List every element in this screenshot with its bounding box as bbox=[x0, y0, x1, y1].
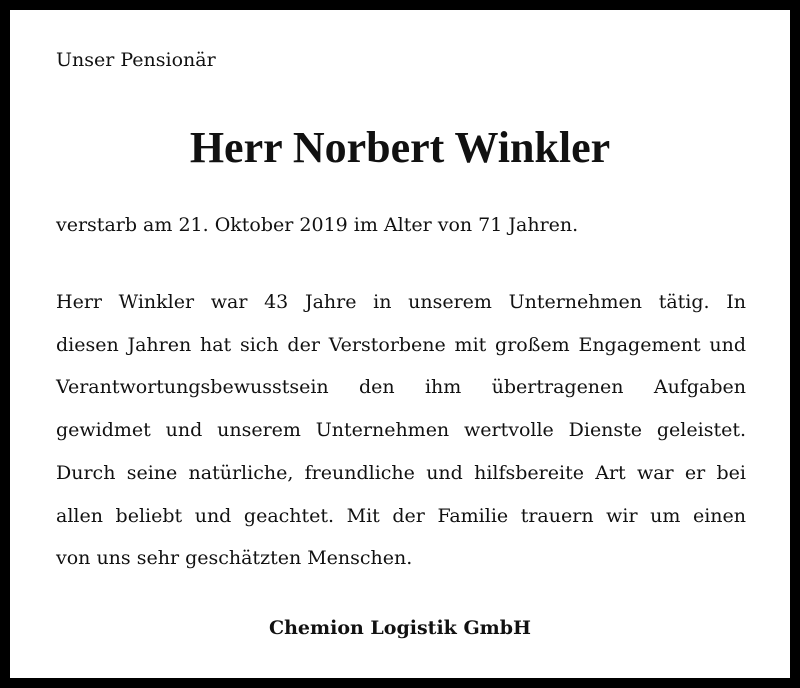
tribute-line: gewidmet und unserem Unternehmen wertvolle Dienste geleistet. bbox=[56, 419, 746, 442]
tribute-line: Verantwortungsbewusstsein den ihm übertragenen Aufgaben bbox=[56, 376, 746, 399]
tribute-line: allen beliebt und geachtet. Mit der Familie trauern wir um einen bbox=[56, 504, 746, 527]
deceased-name: Herr Norbert Winkler bbox=[189, 123, 611, 172]
death-date-line: verstarb am 21. Oktober 2019 im Alter von 71 Jahren. bbox=[56, 214, 579, 236]
tribute-line: diesen Jahren hat sich der Verstorbene mit großem Engagement und bbox=[56, 333, 746, 356]
company-signature: Chemion Logistik GmbH bbox=[268, 617, 532, 639]
tribute-line: Durch seine natürliche, freundliche und hilfsbereite Art war er bei bbox=[56, 461, 746, 484]
tribute-paragraph bbox=[56, 281, 746, 580]
tribute-line: Herr Winkler war 43 Jahre in unserem Unternehmen tätig. In bbox=[56, 291, 746, 313]
tribute-line: von uns sehr geschätzten Menschen. bbox=[56, 547, 413, 570]
intro-text: Unser Pensionär bbox=[56, 49, 216, 71]
